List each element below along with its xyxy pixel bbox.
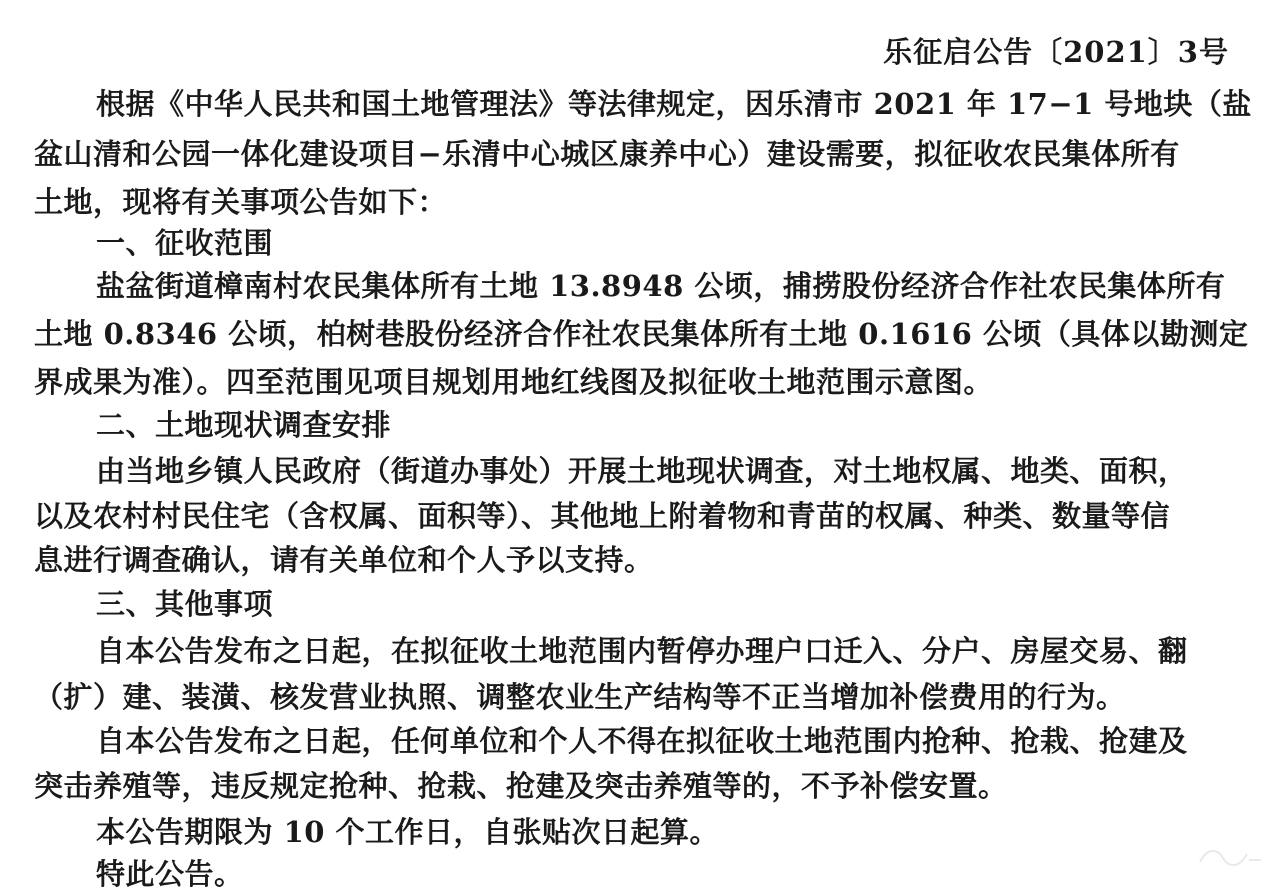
section-3-para-1-line-1: 自本公告发布之日起，在拟征收土地范围内暂停办理户口迁入、分户、房屋交易、翻 — [96, 634, 1188, 668]
section-1-title: 一、征收范围 — [96, 226, 274, 260]
intro-line-2: 盆山清和公园一体化建设项目−乐清中心城区康养中心）建设需要，拟征收农民集体所有 — [34, 137, 1180, 171]
section-2-line-1: 由当地乡镇人民政府（街道办事处）开展土地现状调查，对土地权属、地类、面积， — [96, 454, 1188, 488]
section-2-line-2: 以及农村村民住宅（含权属、面积等）、其他地上附着物和青苗的权属、种类、数量等信 — [34, 499, 1171, 533]
section-2-title: 二、土地现状调查安排 — [96, 408, 392, 442]
intro-line-1: 根据《中华人民共和国土地管理法》等法律规定，因乐清市 2021 年 17−1 号地块（盐 — [96, 87, 1252, 121]
document-number: 乐征启公告〔2021〕3号 — [883, 35, 1229, 69]
section-1-line-2: 土地 0.8346 公顷，柏树巷股份经济合作社农民集体所有土地 0.1616 公顷（具体以勘测定 — [34, 317, 1249, 351]
section-3-para-1-line-2: （扩）建、装潢、核发营业执照、调整农业生产结构等不正当增加补偿费用的行为。 — [34, 680, 1126, 714]
section-3-title: 三、其他事项 — [96, 587, 274, 621]
section-1-line-1: 盐盆街道樟南村农民集体所有土地 13.8948 公顷，捕捞股份经济合作社农民集体所有 — [96, 269, 1226, 303]
section-3-para-2-line-2: 突击养殖等，违反规定抢种、抢栽、抢建及突击养殖等的，不予补偿安置。 — [34, 769, 1008, 803]
section-1-line-3: 界成果为准）。四至范围见项目规划用地红线图及拟征收土地范围示意图。 — [34, 365, 994, 399]
section-3-para-2-line-1: 自本公告发布之日起，任何单位和个人不得在拟征收土地范围内抢种、抢栽、抢建及 — [96, 724, 1188, 758]
closing-line: 特此公告。 — [96, 857, 244, 891]
section-2-line-3: 息进行调查确认，请有关单位和个人予以支持。 — [34, 543, 654, 577]
intro-line-3: 土地，现将有关事项公告如下： — [34, 185, 448, 219]
period-line: 本公告期限为 10 个工作日，自张贴次日起算。 — [96, 815, 720, 849]
watermark-icon — [1195, 844, 1265, 870]
